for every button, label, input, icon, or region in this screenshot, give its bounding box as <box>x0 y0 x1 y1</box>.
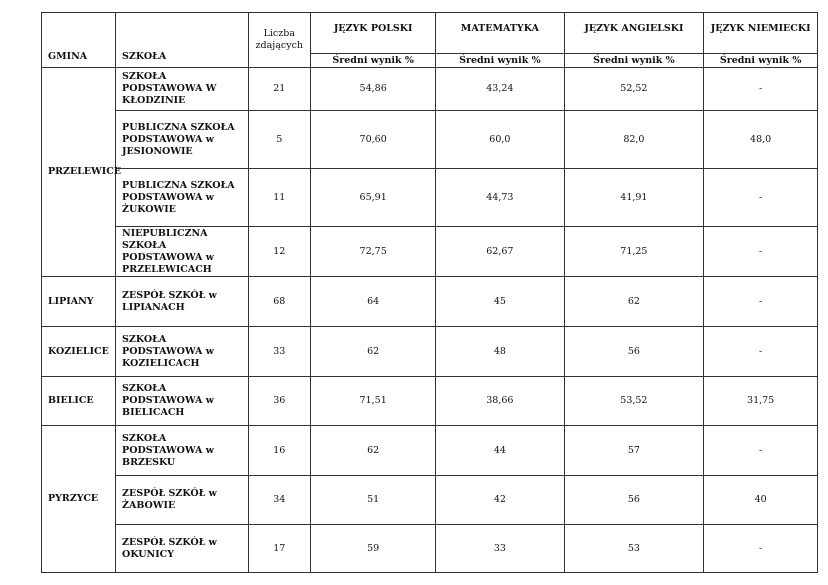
school-cell <box>116 525 248 573</box>
school-name-line: PODSTAWOWA w <box>122 133 214 145</box>
score-matematyka: 60,0 <box>436 111 564 169</box>
school-name-line: BRZESKU <box>122 456 176 468</box>
header-sredni-angielski: Średni wynik % <box>564 54 704 68</box>
school-cell <box>116 68 248 111</box>
count-cell: 34 <box>248 476 311 525</box>
school-cell <box>116 169 248 227</box>
count-cell: 17 <box>248 525 311 573</box>
score-angielski: 71,25 <box>564 227 704 277</box>
score-angielski: 53 <box>564 525 704 573</box>
table-row <box>42 169 818 227</box>
school-cell <box>116 227 248 277</box>
score-polski: 72,75 <box>311 227 436 277</box>
score-angielski: 56 <box>564 476 704 525</box>
school-name-line: BIELICACH <box>122 407 185 418</box>
score-matematyka: 45 <box>436 277 564 327</box>
school-cell <box>116 277 248 327</box>
gmina-cell: LIPIANY <box>42 277 116 327</box>
header-liczba-line2: zdających <box>255 40 304 51</box>
school-name-line: ZESPÓŁ SZKÓŁ w <box>122 488 217 499</box>
score-polski: 54,86 <box>311 68 436 111</box>
school-cell <box>116 327 248 377</box>
count-cell: 12 <box>248 227 311 277</box>
header-sredni-niemiecki: Średni wynik % <box>704 54 818 68</box>
score-niemiecki: - <box>704 277 818 327</box>
school-name-line: NIEPUBLICZNA SZKOŁA <box>122 227 208 251</box>
table-row <box>42 327 818 377</box>
score-polski: 62 <box>311 426 436 476</box>
school-name-line: SZKOŁA PODSTAWOWA W <box>122 71 217 94</box>
table-row <box>42 68 818 111</box>
school-name-line: PODSTAWOWA w <box>122 191 214 203</box>
gmina-cell: PYRZYCE <box>42 426 116 573</box>
score-matematyka: 62,67 <box>436 227 564 277</box>
header-row-subjects <box>42 13 818 54</box>
score-polski: 70,60 <box>311 111 436 169</box>
school-cell <box>116 377 248 426</box>
table-row <box>42 227 818 277</box>
count-cell: 5 <box>248 111 311 169</box>
header-sredni-matematyka: Średni wynik % <box>436 54 564 68</box>
score-polski: 65,91 <box>311 169 436 227</box>
count-cell: 11 <box>248 169 311 227</box>
score-angielski: 52,52 <box>564 68 704 111</box>
score-niemiecki: - <box>704 227 818 277</box>
score-polski: 51 <box>311 476 436 525</box>
score-niemiecki: 48,0 <box>704 111 818 169</box>
school-name-line: ŻUKOWIE <box>122 203 176 215</box>
table-row <box>42 111 818 169</box>
header-subject-polski: JĘZYK POLSKI <box>311 13 436 54</box>
school-cell <box>116 426 248 476</box>
school-name-line: SZKOŁA PODSTAWOWA w <box>122 432 214 456</box>
score-angielski: 53,52 <box>564 377 704 426</box>
header-subject-angielski: JĘZYK ANGIELSKI <box>564 13 704 54</box>
score-niemiecki: - <box>704 426 818 476</box>
header-szkola: SZKOŁA <box>116 13 248 68</box>
school-name-line: PRZELEWICACH <box>122 263 212 275</box>
school-name-line: PUBLICZNA SZKOŁA <box>122 121 235 133</box>
table-row <box>42 525 818 573</box>
school-name-line: SZKOŁA PODSTAWOWA w <box>122 333 214 357</box>
gmina-cell: BIELICE <box>42 377 116 426</box>
school-cell <box>116 111 248 169</box>
school-name-line: LIPIANACH <box>122 301 185 313</box>
school-cell <box>116 476 248 525</box>
school-name-line: KOZIELICACH <box>122 357 200 369</box>
header-subject-matematyka: MATEMATYKA <box>436 13 564 54</box>
score-matematyka: 44,73 <box>436 169 564 227</box>
score-niemiecki: - <box>704 525 818 573</box>
score-matematyka: 44 <box>436 426 564 476</box>
score-matematyka: 42 <box>436 476 564 525</box>
score-polski: 71,51 <box>311 377 436 426</box>
score-niemiecki: 40 <box>704 476 818 525</box>
score-matematyka: 38,66 <box>436 377 564 426</box>
score-polski: 62 <box>311 327 436 377</box>
table-row <box>42 277 818 327</box>
header-liczba-line1: Liczba <box>263 28 295 39</box>
header-liczba-zdajacych <box>248 13 311 68</box>
gmina-cell: PRZELEWICE <box>42 68 116 277</box>
count-cell: 36 <box>248 377 311 426</box>
count-cell: 16 <box>248 426 311 476</box>
header-sredni-polski: Średni wynik % <box>311 54 436 68</box>
score-niemiecki: - <box>704 68 818 111</box>
count-cell: 68 <box>248 277 311 327</box>
header-subject-niemiecki: JĘZYK NIEMIECKI <box>704 13 818 54</box>
gmina-cell: KOZIELICE <box>42 327 116 377</box>
school-name-line: ŻABOWIE <box>122 500 176 511</box>
table-row <box>42 377 818 426</box>
results-table <box>41 12 818 573</box>
score-niemiecki: 31,75 <box>704 377 818 426</box>
score-angielski: 62 <box>564 277 704 327</box>
school-name-line: KŁODZINIE <box>122 95 186 106</box>
school-name-line: OKUNICY <box>122 548 174 560</box>
school-name-line: PUBLICZNA SZKOŁA <box>122 179 235 191</box>
score-niemiecki: - <box>704 327 818 377</box>
score-matematyka: 43,24 <box>436 68 564 111</box>
header-gmina: GMINA <box>42 13 116 68</box>
table-row <box>42 476 818 525</box>
school-name-line: PODSTAWOWA w <box>122 251 214 263</box>
count-cell: 21 <box>248 68 311 111</box>
school-name-line: JESIONOWIE <box>122 145 193 157</box>
score-polski: 64 <box>311 277 436 327</box>
table-row <box>42 426 818 476</box>
score-angielski: 56 <box>564 327 704 377</box>
count-cell: 33 <box>248 327 311 377</box>
score-polski: 59 <box>311 525 436 573</box>
score-angielski: 41,91 <box>564 169 704 227</box>
school-name-line: ZESPÓŁ SZKÓŁ w <box>122 289 217 301</box>
score-matematyka: 48 <box>436 327 564 377</box>
school-name-line: ZESPÓŁ SZKÓŁ w <box>122 536 217 548</box>
score-matematyka: 33 <box>436 525 564 573</box>
score-angielski: 82,0 <box>564 111 704 169</box>
school-name-line: SZKOŁA PODSTAWOWA w <box>122 383 214 406</box>
score-niemiecki: - <box>704 169 818 227</box>
score-angielski: 57 <box>564 426 704 476</box>
